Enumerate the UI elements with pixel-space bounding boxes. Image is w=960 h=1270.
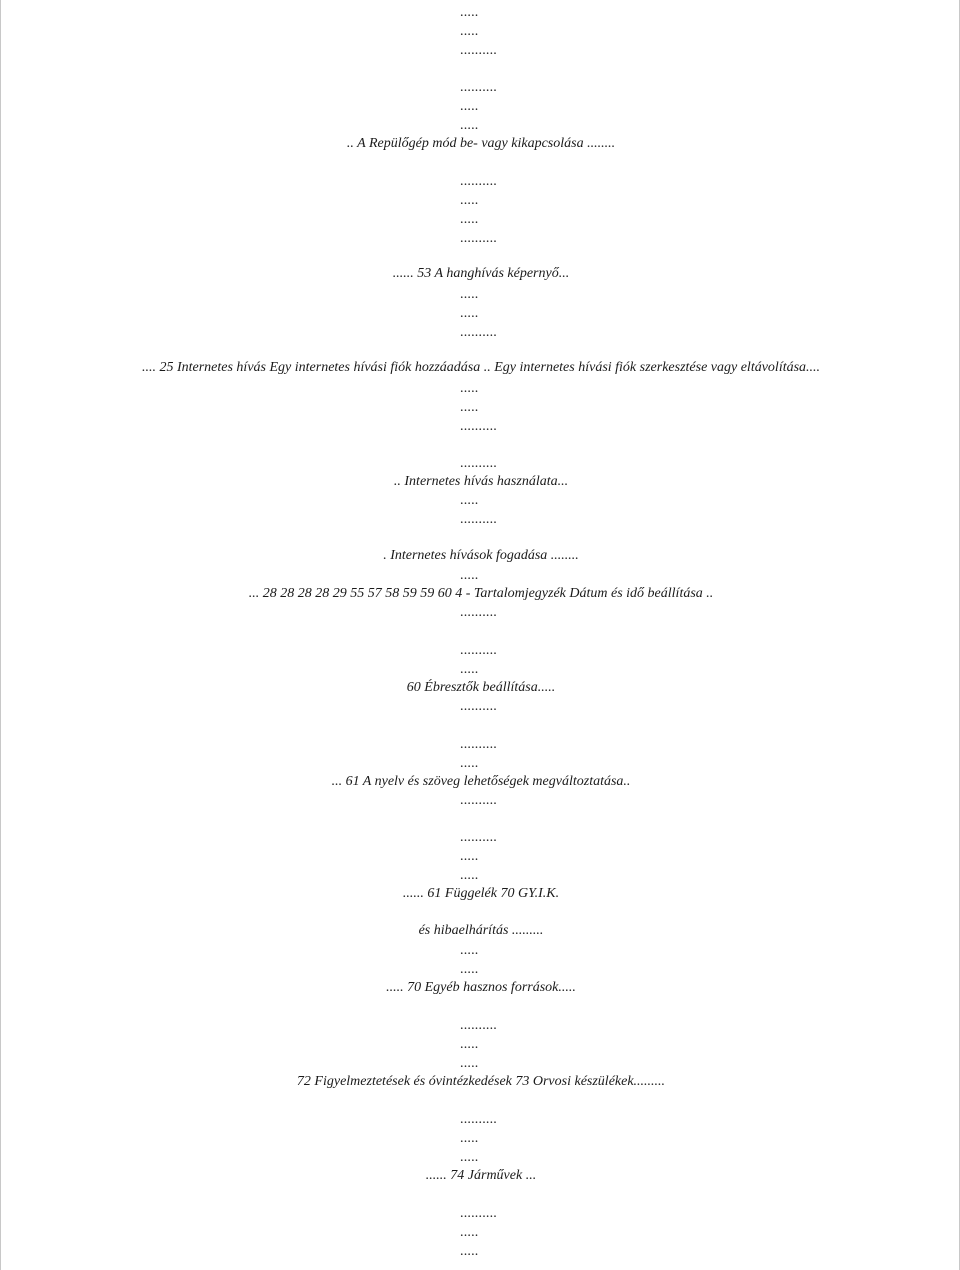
toc-entry: .... 25 Internetes hívás Egy internetes hívási fiók hozzáadása .. Egy internetes hívási fiók szerkesztése vagy eltávolítása.... (141, 360, 821, 375)
toc-entry: 72 Figyelmeztetések és óvintézkedések 73 Orvosi készülékek......... (296, 1074, 666, 1089)
dot-leader: .......... (460, 643, 497, 658)
toc-entry: .. A Repülőgép mód be- vagy kikapcsolása ........ (346, 136, 616, 151)
dot-leader: .......... (460, 605, 497, 620)
dot-leader: ..... (460, 1056, 479, 1071)
toc-entry: ...... 53 A hanghívás képernyő... (392, 266, 570, 281)
dot-leader: .......... (460, 1206, 497, 1221)
toc-entry: 60 Ébresztők beállítása..... (406, 680, 556, 695)
dot-leader: .......... (460, 512, 497, 527)
dot-leader: ..... (460, 306, 479, 321)
dot-leader: ..... (460, 868, 479, 883)
dot-leader: ..... (460, 662, 479, 677)
toc-entry: .. Internetes hívás használata... (393, 474, 569, 489)
toc-entry: és hibaelhárítás ......... (418, 923, 544, 938)
dot-leader: ..... (460, 118, 479, 133)
toc-entry: ... 28 28 28 28 29 55 57 58 59 59 60 4 - Tartalomjegyzék Dátum és idő beállítása .. (248, 586, 714, 601)
dot-leader: ..... (460, 381, 479, 396)
dot-leader: .......... (460, 1112, 497, 1127)
dot-leader: .......... (460, 174, 497, 189)
dot-leader: ..... (460, 287, 479, 302)
dot-leader: .......... (460, 737, 497, 752)
toc-entry: . Internetes hívások fogadása ........ (383, 548, 579, 563)
dot-leader: ..... (460, 1131, 479, 1146)
dot-leader: ..... (460, 756, 479, 771)
dot-leader: .......... (460, 231, 497, 246)
dot-leader: ..... (460, 193, 479, 208)
dot-leader: ..... (460, 568, 479, 583)
dot-leader: .......... (460, 699, 497, 714)
dot-leader: .......... (460, 325, 497, 340)
dot-leader: ..... (460, 962, 479, 977)
dot-leader: .......... (460, 456, 497, 471)
toc-entry: ...... 74 Járművek ... (425, 1168, 537, 1183)
toc-entry: ..... 70 Egyéb hasznos források..... (386, 980, 576, 995)
dot-leader: ..... (460, 493, 479, 508)
dot-leader: ..... (460, 1244, 479, 1259)
dot-leader: .......... (460, 419, 497, 434)
dot-leader: ..... (460, 1225, 479, 1240)
dot-leader: ..... (460, 849, 479, 864)
dot-leader: ..... (460, 943, 479, 958)
dot-leader: .......... (460, 793, 497, 808)
dot-leader: ..... (460, 400, 479, 415)
dot-leader: .......... (460, 43, 497, 58)
dot-leader: ..... (460, 1037, 479, 1052)
toc-entry: ... 61 A nyelv és szöveg lehetőségek megváltoztatása.. (331, 774, 631, 789)
dot-leader: ..... (460, 212, 479, 227)
dot-leader: .......... (460, 830, 497, 845)
dot-leader: .......... (460, 80, 497, 95)
dot-leader: ..... (460, 99, 479, 114)
dot-leader: ..... (460, 5, 479, 20)
dot-leader: .......... (460, 1018, 497, 1033)
toc-entry: ...... 61 Függelék 70 GY.I.K. (402, 886, 560, 901)
dot-leader: ..... (460, 1150, 479, 1165)
dot-leader: ..... (460, 24, 479, 39)
